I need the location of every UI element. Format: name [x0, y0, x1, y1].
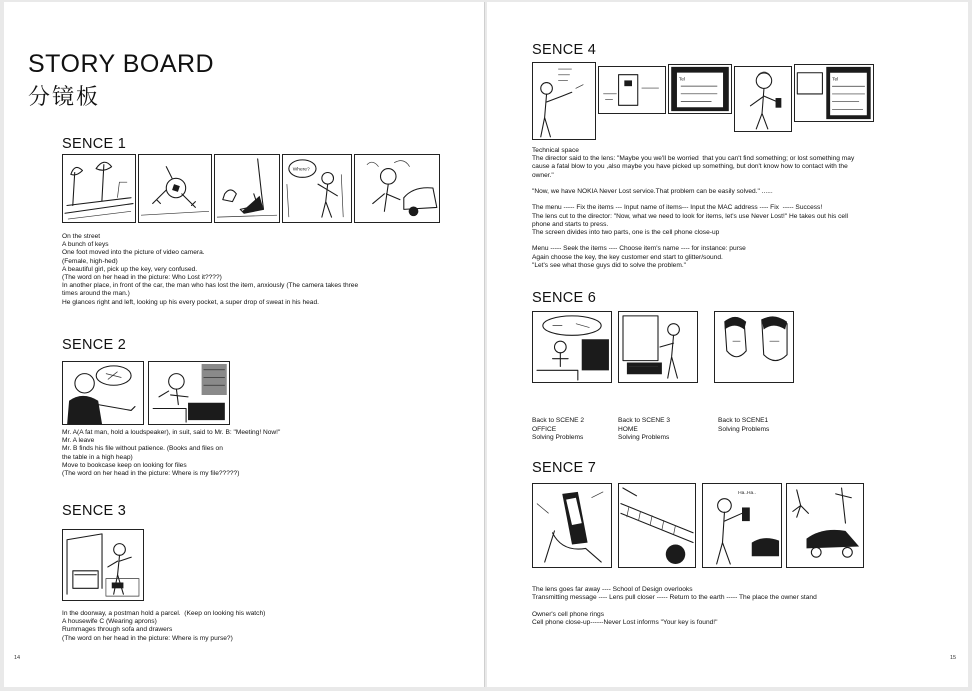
- text-line: [532, 196, 952, 204]
- scene4-frame-1-director: [532, 62, 596, 140]
- caption-line: Solving Problems: [618, 434, 670, 441]
- right-page: [487, 2, 968, 687]
- text-line: In the doorway, a postman hold a parcel. (Keep on looking his watch): [62, 610, 266, 617]
- text-line: The lens cut to the director: "Now, what we need to look for items, let's use Never Lost!" He takes out his cell: [532, 212, 848, 220]
- page-subtitle: 分镜板: [28, 85, 101, 110]
- scene1-frame-4-girl: [282, 154, 352, 223]
- scene6-frame-3-faces: [714, 311, 794, 383]
- caption-line: Back to SCENE1: [718, 417, 769, 424]
- scene7-frame-1-phone-hand: [532, 483, 612, 568]
- scene1-frame-5-man-car: [354, 154, 440, 223]
- scene4-description: [532, 147, 952, 270]
- text-line: The menu ----- Fix the items --- Input name of items--- Input the MAC address ---- Fix ----- Success!: [532, 204, 823, 212]
- scene4-frame-2-menu-sketch: [598, 66, 666, 114]
- scene1-title: SENCE 1: [62, 136, 127, 152]
- scene7-title: SENCE 7: [532, 460, 597, 476]
- text-line: In another place, in front of the car, the man who has lost the item, anxiously (The camera takes three: [62, 282, 359, 290]
- scene6-frame-2-home: [618, 311, 698, 383]
- scene4-frame-4-director-phone: [734, 66, 792, 132]
- text-line: One foot moved into the picture of video camera.: [62, 249, 205, 257]
- page-number: 14: [14, 655, 21, 661]
- caption-line: HOME: [618, 425, 638, 433]
- text-line: Mr. B finds his file without patience. (Books and files on: [62, 445, 223, 453]
- scene1-description: [62, 233, 422, 307]
- scene7-frame-3-owner-phone: [702, 483, 782, 568]
- text-line: "Let's see what those guys did to solve the problem.": [532, 261, 687, 269]
- text-line: [532, 237, 952, 245]
- scene7-description: [532, 586, 952, 627]
- text-line: A housewife C (Wearing aprons): [62, 618, 157, 626]
- page-title: STORY BOARD: [28, 50, 215, 78]
- scene1-frame-1-street: [62, 154, 136, 223]
- text-line: Menu ----- Seek the items ---- Choose item's name ---- for instance: purse: [532, 245, 746, 253]
- left-page: [4, 2, 485, 687]
- page-number: 15: [950, 655, 957, 661]
- text-line: (The word on her head in the picture: Who Lost it????): [62, 274, 222, 282]
- text-line: Move to bookcase keep on looking for files: [62, 461, 187, 469]
- caption-line: Back to SCENE 3: [618, 417, 671, 424]
- text-line: The screen divides into two parts, one is the cell phone close-up: [532, 229, 720, 237]
- text-line: Rummages through sofa and drawers: [62, 626, 173, 634]
- scene3-title: SENCE 3: [62, 503, 127, 519]
- text-line: A beautiful girl, pick up the key, very confused.: [62, 265, 198, 273]
- text-line: (The word on her head in the picture: Where is my file?????): [62, 470, 240, 478]
- scene6-title: SENCE 6: [532, 290, 597, 306]
- scene4-frame-5-split-screen: [794, 64, 874, 122]
- text-line: cause a fatal blow to you ,also maybe you have picked up something, but don't know how to contact with the: [532, 163, 848, 171]
- callout-text: Ha..Ha..: [738, 490, 756, 496]
- text-line: phone and starts to press.: [532, 220, 609, 228]
- text-line: The director said to the lens: "Maybe you we'll be worried that you can't find something; or lost something may: [532, 155, 855, 163]
- text-line: Mr. A(A fat man, hold a loudspeaker), in suit, said to Mr. B: "Meeting! Now!": [62, 429, 281, 436]
- scene6-caption-2: [618, 417, 670, 443]
- text-line: "Now, we have NOKIA Never Lost service.That problem can be easily solved." ......: [532, 188, 773, 196]
- scene1-frame-3-foot: [214, 154, 280, 223]
- scene6-caption-1: [532, 417, 584, 443]
- phone-label: Tel: [832, 77, 839, 83]
- text-line: A bunch of keys: [62, 241, 109, 249]
- text-line: [532, 602, 952, 610]
- text-line: (Female, high-hed): [62, 257, 118, 265]
- scene1-frame-2-keys: [138, 154, 212, 223]
- text-line: the table in a high heap): [62, 453, 133, 461]
- text-line: Again choose the key, the key customer end start to glitter/sound.: [532, 253, 723, 261]
- caption-line: OFFICE: [532, 425, 557, 433]
- text-line: times around the man.): [62, 290, 130, 298]
- speech-balloon-text: Where?: [292, 167, 310, 173]
- text-line: On the street: [62, 233, 101, 240]
- text-line: (The word on her head in the picture: Where is my purse?): [62, 634, 233, 642]
- caption-line: Solving Problems: [532, 434, 584, 441]
- scene7-frame-2-satellite: [618, 483, 696, 568]
- scene2-frame-2-files: [148, 361, 230, 425]
- scene2-description: [62, 429, 422, 478]
- caption-line: Back to SCENE 2: [532, 417, 585, 424]
- text-line: The lens goes far away ---- School of Design overlooks: [532, 586, 693, 593]
- text-line: Technical space: [532, 147, 579, 154]
- text-line: owner.": [532, 171, 554, 179]
- scene3-description: [62, 610, 422, 643]
- scene6-caption-3: [718, 417, 769, 434]
- text-line: Cell phone close-up------Never Lost informs "Your key is found!": [532, 618, 718, 626]
- scene2-frame-1-loudspeaker: [62, 361, 144, 425]
- text-line: [532, 180, 952, 188]
- scene3-frame-1-housewife: [62, 529, 144, 601]
- scene4-frame-3-phone-screen: [668, 64, 732, 114]
- text-line: Mr. A leave: [62, 437, 95, 445]
- text-line: Owner's cell phone rings: [532, 610, 604, 618]
- scene7-frame-4-car: [786, 483, 864, 568]
- text-line: He glances right and left, looking up his every pocket, a super drop of sweat in his head.: [62, 298, 319, 306]
- caption-line: Solving Problems: [718, 425, 770, 433]
- scene6-frame-1-office: [532, 311, 612, 383]
- scene4-title: SENCE 4: [532, 42, 597, 58]
- scene2-title: SENCE 2: [62, 337, 127, 353]
- phone-label: Tel: [678, 77, 686, 83]
- text-line: Transmitting message ---- Lens pull closer ----- Return to the earth ----- The place the owner stand: [532, 594, 817, 602]
